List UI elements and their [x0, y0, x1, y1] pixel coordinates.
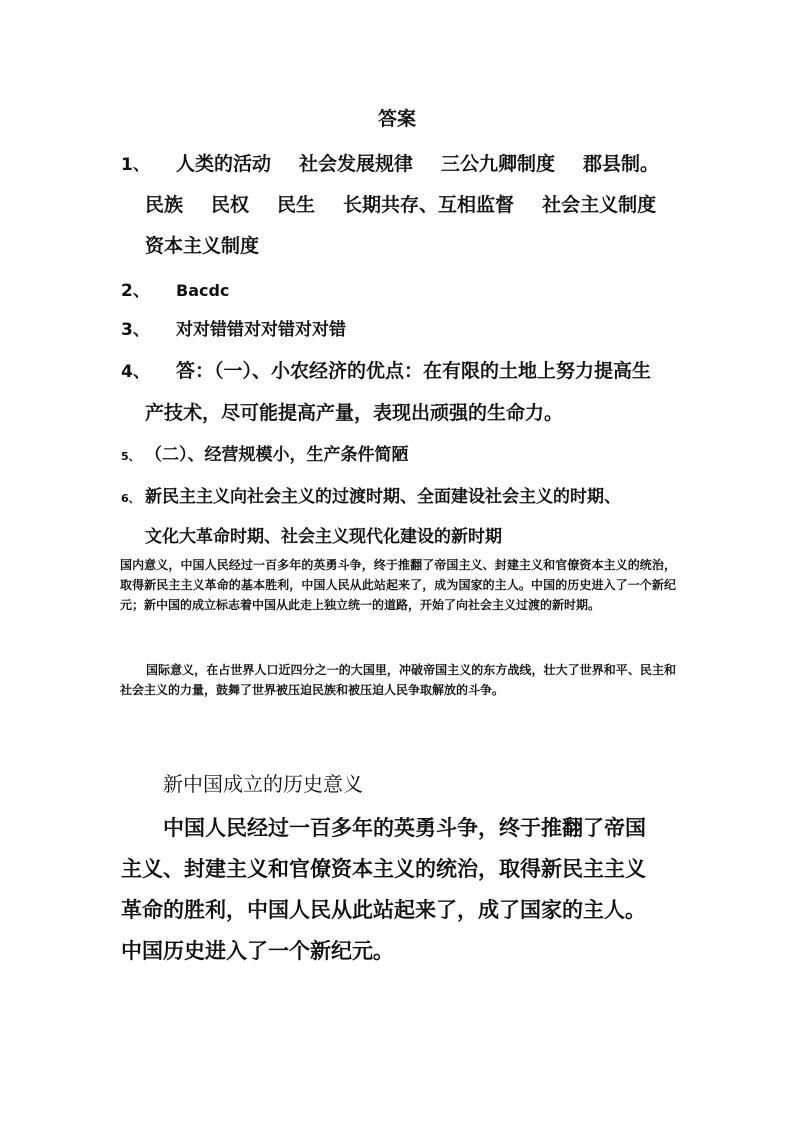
- answer-1-number: 1、: [121, 155, 150, 175]
- answer-1-item: 长期共存、互相监督: [343, 194, 515, 216]
- answer-1-item: 人类的活动: [176, 153, 272, 175]
- answer-1-item: 郡县制。: [583, 153, 660, 175]
- answer-5-text: （二）、经营规模小，生产条件简陋: [145, 445, 409, 465]
- section-line: 革命的胜利，中国人民从此站起来了，成了国家的主人。: [121, 898, 646, 922]
- section-line: 中国历史进入了一个新纪元。: [121, 939, 394, 963]
- answer-1-item: 民权: [211, 194, 250, 216]
- answer-1-line-2: [145, 190, 656, 217]
- answer-3-text: 对对错错对对错对对错: [176, 320, 346, 340]
- answer-3: [121, 315, 346, 340]
- answer-4-line-2: 产技术，尽可能提高产量，表现出顽强的生命力。: [145, 402, 564, 424]
- answer-6-number: 6、: [121, 492, 140, 505]
- section-line: 中国人民经过一百多年的英勇斗争，终于推翻了帝国: [163, 816, 646, 840]
- answer-6-text: 新民主主义向社会主义的过渡时期、全面建设社会主义的时期、: [145, 487, 621, 507]
- answer-1-item: 社会主义制度: [542, 194, 657, 216]
- domestic-significance-paragraph: 国内意义，中国人民经过一百多年的英勇斗争，终于推翻了帝国主义、封建主义和官僚资本主义的统治，取得新民主主义革命的基本胜利，中国人民从此站起来了，成为国家的主人。中国的历史进入了一个新纪元；新中国的成立标志着中国从此走上独立统一的道路，开始了向社会主义过渡的新时期。: [120, 558, 676, 612]
- answer-1-item: 社会发展规律: [299, 153, 414, 175]
- section-heading: 新中国成立的历史意义: [163, 772, 363, 796]
- answer-2-number: 2、: [121, 281, 150, 301]
- answer-4-text: 答：（一）、小农经济的优点：在有限的土地上努力提高生: [176, 360, 652, 382]
- section-line: 主义、封建主义和官僚资本主义的统治，取得新民主主义: [121, 857, 646, 881]
- answer-6-line-2: 文化大革命时期、社会主义现代化建设的新时期: [145, 527, 502, 547]
- answer-2: [121, 276, 229, 301]
- answer-3-number: 3、: [121, 320, 150, 340]
- section-paragraph: [121, 808, 681, 972]
- page-title: 答案: [377, 108, 416, 130]
- answer-1-item: 民族: [145, 194, 184, 216]
- international-significance-paragraph: 国际意义，在占世界人口近四分之一的大国里，冲破帝国主义的东方战线，壮大了世界和平、民主和社会主义的力量，鼓舞了世界被压迫民族和被压迫人民争取解放的斗争。: [120, 663, 676, 697]
- answer-5: [121, 440, 409, 465]
- answer-4-number: 4、: [121, 362, 150, 382]
- answer-5-number: 5、: [121, 450, 140, 463]
- answer-1-item: 三公九卿制度: [441, 153, 556, 175]
- answer-1-line-1: [121, 149, 659, 176]
- answer-1-item: 民生: [277, 194, 316, 216]
- answer-1-line-3: 资本主义制度: [145, 235, 260, 257]
- answer-6-line-1: [121, 482, 621, 507]
- answer-2-text: Bacdc: [176, 281, 230, 300]
- answer-4-line-1: [121, 356, 651, 383]
